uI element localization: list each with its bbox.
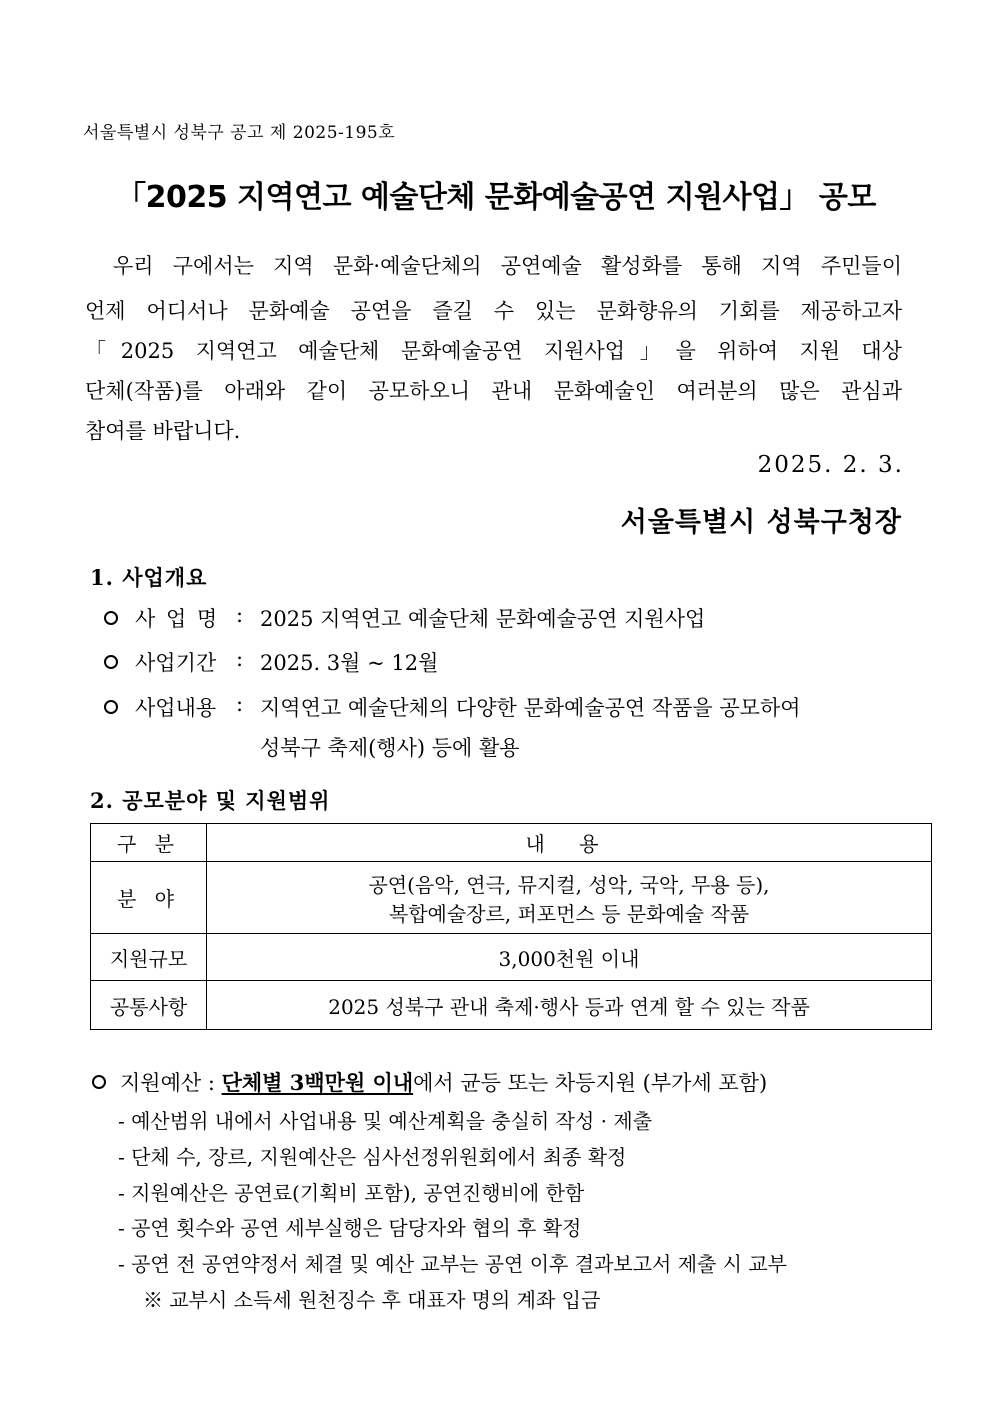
list-item: - 단체 수, 장르, 지원예산은 심사선정위원회에서 최종 확정	[118, 1145, 627, 1169]
item-separator: :	[236, 692, 244, 716]
circle-bullet-icon	[92, 1075, 106, 1089]
table-row	[91, 862, 932, 934]
intro-line: 참여를 바랍니다.	[85, 419, 241, 443]
item-label: 사업기간	[135, 651, 217, 675]
list-item: - 지원예산은 공연료(기획비 포함), 공연진행비에 한함	[118, 1181, 585, 1205]
table-row-label: 지원규모	[91, 934, 207, 981]
table-row-value: 2025 성북구 관내 축제·행사 등과 연계 할 수 있는 작품	[207, 981, 932, 1030]
item-label: 사 업 명	[135, 607, 220, 631]
table-header-cell: 구 분	[91, 824, 207, 862]
page-title: 「2025 지역연고 예술단체 문화예술공연 지원사업」 공모	[116, 180, 876, 215]
budget-rest: 에서 균등 또는 차등지원 (부가세 포함)	[413, 1071, 768, 1095]
note-item: ※ 교부시 소득세 원천징수 후 대표자 명의 계좌 입금	[143, 1288, 601, 1312]
notice-date: 2025. 2. 3.	[757, 452, 904, 478]
circle-bullet-icon	[104, 700, 118, 714]
item-separator: :	[236, 647, 244, 671]
budget-label: 지원예산 :	[120, 1071, 215, 1095]
item-label: 사업내용	[135, 696, 217, 720]
table-row	[91, 934, 932, 981]
table-header-cell: 내 용	[207, 824, 932, 862]
list-item: - 공연 횟수와 공연 세부실행은 담당자와 협의 후 확정	[118, 1216, 582, 1240]
item-value: 2025 지역연고 예술단체 문화예술공연 지원사업	[260, 607, 706, 631]
table-row	[91, 981, 932, 1030]
notice-number: 서울특별시 성북구 공고 제 2025-195호	[83, 123, 396, 143]
section2-heading: 2. 공모분야 및 지원범위	[90, 788, 331, 813]
table-cell-line: 복합예술장르, 퍼포먼스 등 문화예술 작품	[388, 901, 750, 926]
section1-heading: 1. 사업개요	[90, 565, 208, 590]
item-value: 2025. 3월 ~ 12월	[260, 651, 439, 675]
support-table	[90, 823, 932, 1030]
intro-line: 우리 구에서는 지역 문화·예술단체의 공연예술 활성화를 통해 지역 주민들이	[113, 254, 902, 278]
list-item: - 공연 전 공연약정서 체결 및 예산 교부는 공연 이후 결과보고서 제출 시 교부	[118, 1252, 788, 1276]
item-separator: :	[236, 603, 244, 627]
table-cell-line: 공연(음악, 연극, 뮤지컬, 성악, 국악, 무용 등),	[368, 872, 770, 897]
circle-bullet-icon	[104, 611, 118, 625]
table-header-row	[91, 824, 932, 862]
list-item: - 예산범위 내에서 사업내용 및 예산계획을 충실히 작성 · 제출	[118, 1109, 653, 1133]
table-row-label: 분 야	[91, 862, 207, 934]
item-value-continued: 성북구 축제(행사) 등에 활용	[260, 736, 520, 760]
table-row-value	[207, 862, 932, 934]
intro-line: 언제 어디서나 문화예술 공연을 즐길 수 있는 문화향유의 기회를 제공하고자	[85, 299, 902, 323]
intro-line: 단체(작품)를 아래와 같이 공모하오니 관내 문화예술인 여러분의 많은 관심과	[85, 379, 902, 403]
issuer-name: 서울특별시 성북구청장	[620, 507, 902, 538]
intro-line: 「2025 지역연고 예술단체 문화예술공연 지원사업」을 위하여 지원 대상	[85, 339, 902, 363]
table-row-label: 공통사항	[91, 981, 207, 1030]
item-value: 지역연고 예술단체의 다양한 문화예술공연 작품을 공모하여	[260, 696, 801, 720]
budget-text	[120, 1067, 767, 1097]
table-row-value: 3,000천원 이내	[207, 934, 932, 981]
budget-emphasis: 단체별 3백만원 이내	[221, 1070, 414, 1095]
circle-bullet-icon	[104, 655, 118, 669]
